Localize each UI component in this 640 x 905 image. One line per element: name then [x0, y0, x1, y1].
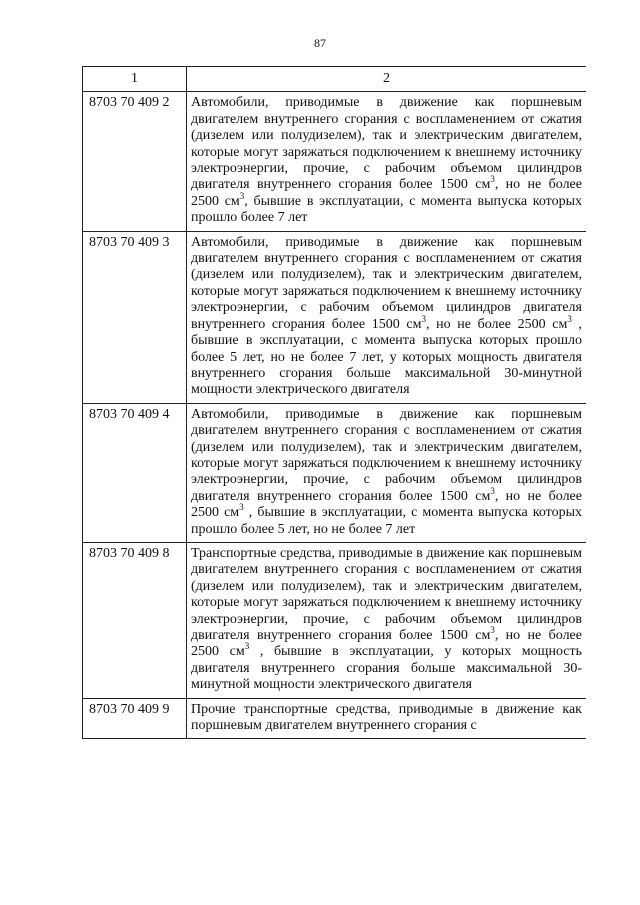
tariff-code: 8703 70 409 8: [83, 542, 187, 698]
goods-description: [187, 231, 587, 403]
description-text: , бывшие в эксплуатации, с момента выпуска которых прошло более 7 лет: [191, 193, 582, 226]
description-text: Транспортные средства, приводимые в движение как поршневым двигателем внутреннего сгорания с воспламенением от сжатия (дизелем или полудизелем), так и электрическим двигателем, которые могут заряжаться подключением к внешнему источнику электроэнергии, прочие, с рабочим объемом цилиндров двигателя внутреннего сгорания более 1500 см: [191, 545, 582, 643]
column-header-2: 2: [187, 67, 587, 92]
description-text: , но не более 2500 см: [425, 316, 568, 332]
description-text: , бывшие в эксплуатации, у которых мощность двигателя внутреннего сгорания больше максимальной 30-минутной мощности электрического двигателя: [191, 644, 583, 693]
goods-description: [187, 542, 587, 698]
tariff-code: 8703 70 409 4: [83, 403, 187, 542]
table-row: [83, 231, 587, 403]
tariff-code: 8703 70 409 2: [83, 92, 187, 231]
description-text: Автомобили, приводимые в движение как поршневым двигателем внутреннего сгорания с воспламенением от сжатия (дизелем или полудизелем), так и электрическим двигателем, которые могут заряжаться подключением к внешнему источнику электроэнергии, с рабочим объемом цилиндров двигателя внутреннего сгорания более 1500 см: [191, 234, 582, 332]
column-header-1: 1: [83, 67, 187, 92]
description-text: Автомобили, приводимые в движение как поршневым двигателем внутреннего сгорания с воспламенением от сжатия (дизелем или полудизелем), так и электрическим двигателем, которые могут заряжаться подключением к внешнему источнику электроэнергии, прочие, с рабочим объемом цилиндров двигателя внутреннего сгорания более 1500 см: [191, 95, 582, 193]
description-text: , бывшие в эксплуатации, с момента выпуска которых прошло более 5 лет, но не более 7 лет, у которых мощность двигателя внутреннего сгорания больше максимальной 30-минутной мощности электрического двигателя: [191, 316, 582, 398]
tariff-table: [82, 66, 586, 739]
goods-description: [187, 92, 587, 231]
superscript: 3: [244, 641, 250, 652]
superscript: 3: [490, 625, 495, 635]
superscript: 3: [490, 174, 495, 185]
table-row: [83, 542, 587, 698]
tariff-table-wrapper: [82, 66, 586, 905]
description-text: , но не более 2500 см: [191, 177, 582, 209]
superscript: 3: [239, 190, 245, 201]
description-text: , но не более 2500 см: [191, 628, 582, 660]
superscript: 3: [567, 313, 572, 324]
superscript: 3: [239, 502, 244, 513]
table-header-row: [83, 67, 587, 92]
goods-description: [187, 403, 587, 542]
description-text: Автомобили, приводимые в движение как поршневым двигателем внутреннего сгорания с воспламенением от сжатия (дизелем или полудизелем), так и электрическим двигателем, которые могут заряжаться подключением к внешнему источнику электроэнергии, прочие, с рабочим объемом цилиндров двигателя внутреннего сгорания более 1500 см: [191, 406, 582, 504]
table-row: [83, 92, 587, 231]
description-text: , но не более 2500 см: [191, 488, 582, 521]
table-row: [83, 403, 587, 542]
tariff-code: 8703 70 409 3: [83, 231, 187, 403]
tariff-code: 8703 70 409 9: [83, 698, 187, 739]
superscript: 3: [421, 313, 426, 324]
superscript: 3: [490, 485, 495, 496]
table-row: [83, 698, 587, 739]
description-text: Прочие транспортные средства, приводимые в движение как поршневым двигателем внутреннего сгорания с: [191, 701, 582, 734]
description-text: , бывшие в эксплуатации, с момента выпуска которых прошло более 5 лет, но не более 7 лет: [191, 505, 582, 537]
page-number: 87: [314, 36, 326, 50]
goods-description: [187, 698, 587, 739]
